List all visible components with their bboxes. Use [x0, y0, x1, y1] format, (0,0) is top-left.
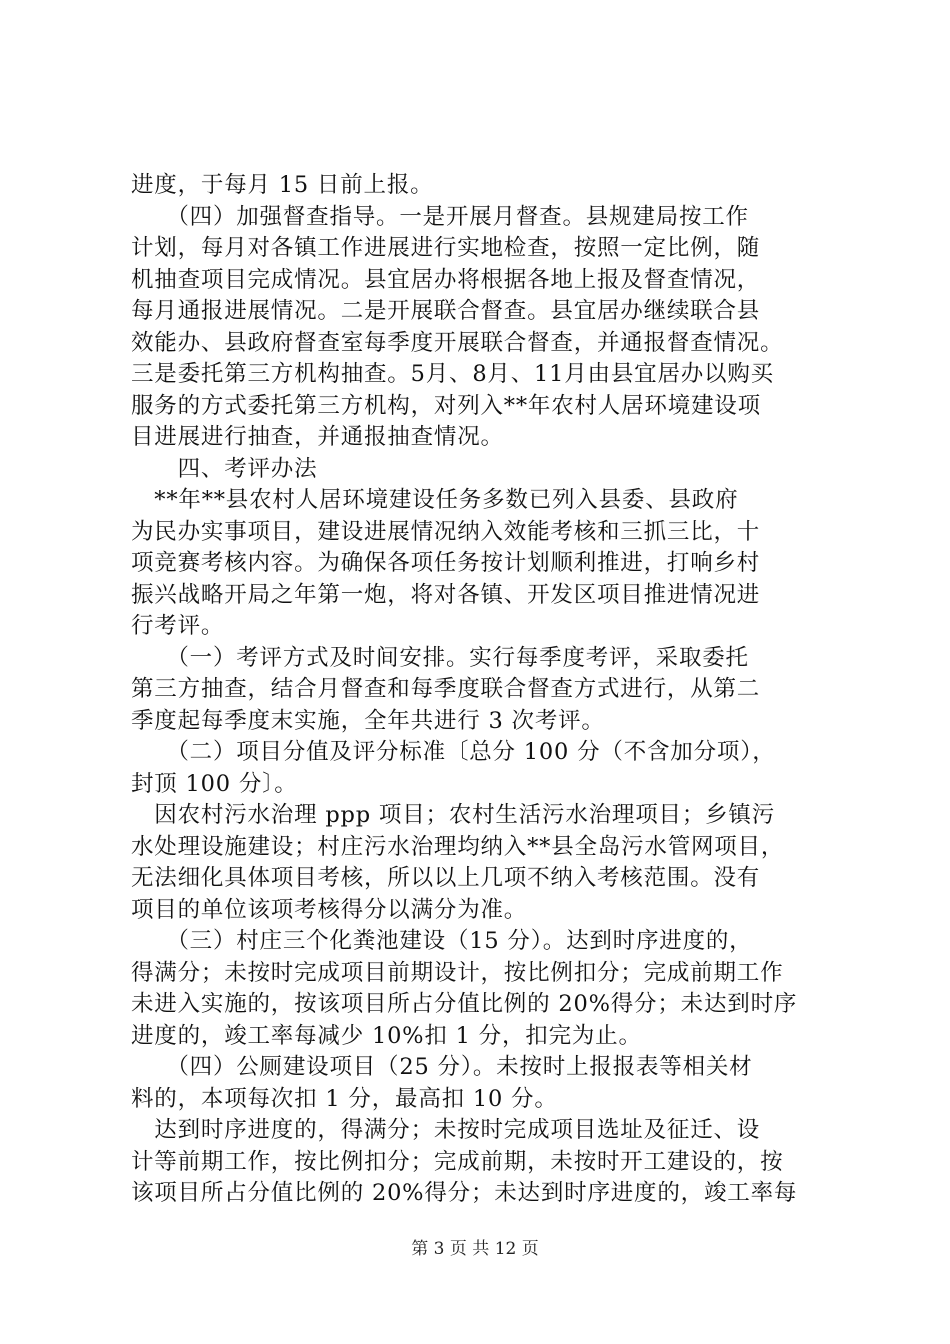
text-line: 为民办实事项目，建设进展情况纳入效能考核和三抓三比，十 — [131, 518, 761, 545]
text-line: 达到时序进度的，得满分；未按时完成项目选址及征迁、设 — [131, 1117, 761, 1143]
text-line: 料的，本项每次扣 1 分，最高扣 10 分。 — [131, 1085, 558, 1112]
text-line: 水处理设施建设；村庄污水治理均纳入**县全岛污水管网项目， — [131, 833, 785, 860]
text-line: （一）考评方式及时间安排。实行每季度考评，采取委托 — [131, 644, 749, 671]
text-line: 未进入实施的，按该项目所占分值比例的 20%得分；未达到时序 — [131, 991, 798, 1017]
document-body — [131, 170, 831, 1210]
page-footer — [0, 1238, 950, 1260]
text-line: （二）项目分值及评分标准〔总分 100 分（不含加分项）， — [131, 739, 776, 765]
text-line: 计划，每月对各镇工作进展进行实地检查，按照一定比例，随 — [131, 235, 761, 261]
text-line: 封顶 100 分〕。 — [131, 770, 298, 797]
text-line: 第三方抽查，结合月督查和每季度联合督查方式进行，从第二 — [131, 676, 761, 702]
text-line: 项竞赛考核内容。为确保各项任务按计划顺利推进，打响乡村 — [131, 550, 761, 576]
text-line: 计等前期工作，按比例扣分；完成前期，未按时开工建设的，按 — [131, 1148, 784, 1175]
text-line: 效能办、县政府督查室每季度开展联合督查，并通报督查情况。 — [131, 329, 784, 356]
text-line: 每月通报进展情况。二是开展联合督查。县宜居办继续联合县 — [131, 298, 761, 324]
section-heading: 四、考评办法 — [131, 455, 318, 482]
text-line: 得满分；未按时完成项目前期设计，按比例扣分；完成前期工作 — [131, 959, 784, 986]
text-line: 因农村污水治理 ppp 项目；农村生活污水治理项目；乡镇污 — [131, 802, 776, 828]
text-line: 三是委托第三方机构抽查。5月、8月、11月由县宜居办以购买 — [131, 361, 774, 387]
text-line: 行考评。 — [131, 613, 225, 639]
text-line: 进度，于每月 15 日前上报。 — [131, 172, 434, 198]
text-line: 振兴战略开局之年第一炮，将对各镇、开发区项目推进情况进 — [131, 581, 761, 608]
text-line: （四）加强督查指导。一是开展月督查。县规建局按工作 — [131, 203, 749, 230]
text-line: 该项目所占分值比例的 20%得分；未达到时序进度的，竣工率每 — [131, 1180, 798, 1206]
text-line: 进度的，竣工率每减少 10%扣 1 分，扣完为止。 — [131, 1022, 642, 1049]
text-line: 项目的单位该项考核得分以满分为准。 — [131, 896, 528, 923]
text-line: **年**县农村人居环境建设任务多数已列入县委、县政府 — [131, 487, 739, 513]
text-line: （四）公厕建设项目（25 分）。未按时上报报表等相关材 — [131, 1054, 753, 1080]
text-line: （三）村庄三个化粪池建设（15 分）。达到时序进度的， — [131, 928, 753, 954]
text-line: 服务的方式委托第三方机构，对列入**年农村人居环境建设项 — [131, 392, 761, 419]
text-line: 季度起每季度末实施，全年共进行 3 次考评。 — [131, 707, 605, 734]
page-number-label: 第 3 页 共 12 页 — [411, 1239, 539, 1259]
text-line: 机抽查项目完成情况。县宜居办将根据各地上报及督查情况， — [131, 266, 761, 293]
text-line: 无法细化具体项目考核，所以以上几项不纳入考核范围。没有 — [131, 865, 761, 891]
text-line: 目进展进行抽查，并通报抽查情况。 — [131, 424, 504, 450]
